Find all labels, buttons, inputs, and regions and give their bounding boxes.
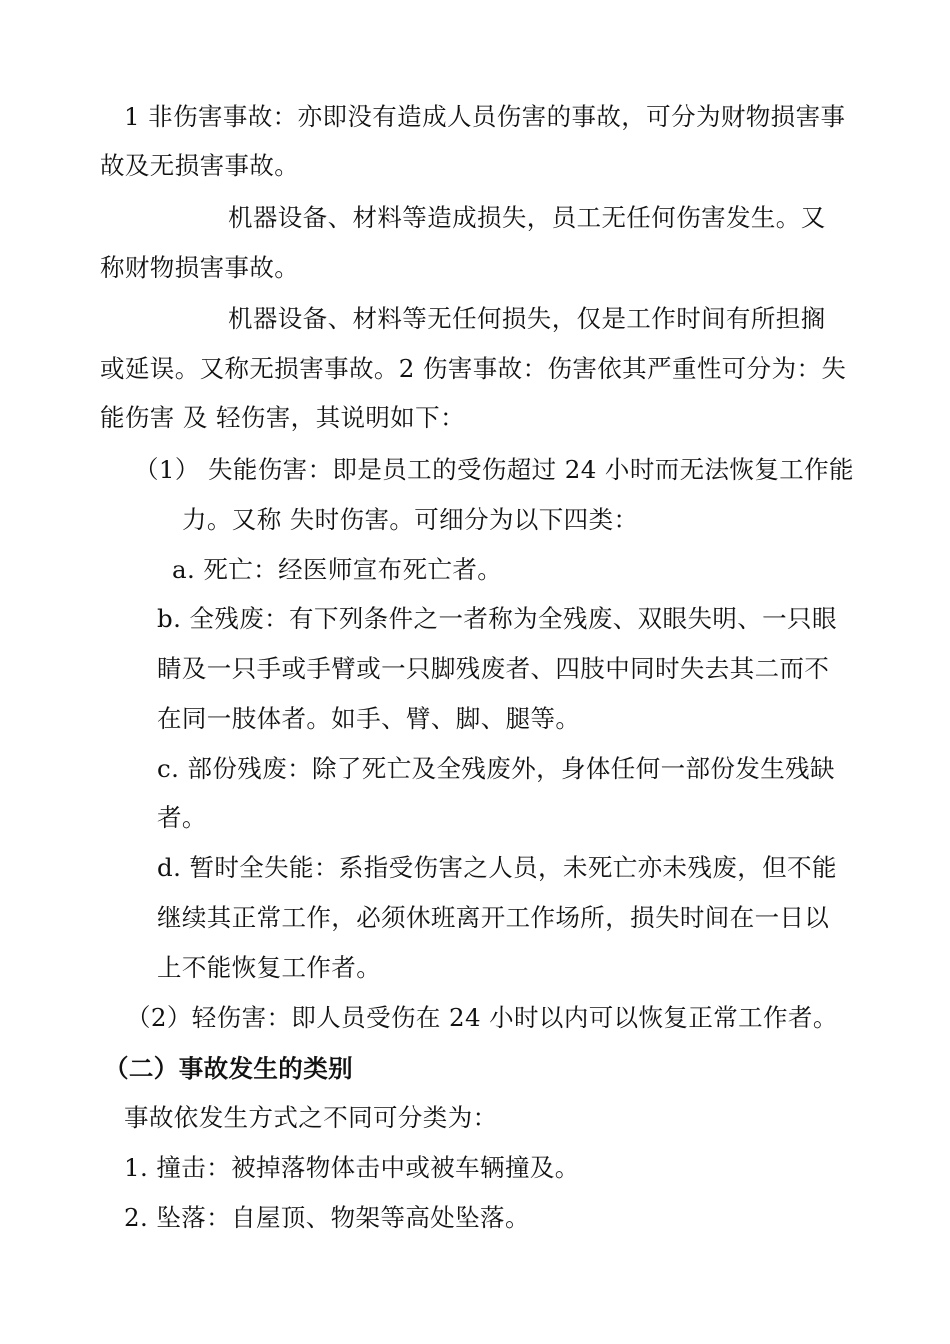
list-item-line-5: 睛及一只手或手臂或一只脚残废者、四肢中同时失去其二而不 <box>157 654 830 683</box>
list-item-line-11: 上不能恢复工作者。 <box>157 953 382 982</box>
paragraph-line-1: 1 非伤害事故：亦即没有造成人员伤害的事故，可分为财物损害事 <box>124 102 846 131</box>
section-heading: （二）事故发生的类别 <box>104 1054 353 1083</box>
list-item-line-4: b. 全残废：有下列条件之一者称为全残废、双眼失明、一只眼 <box>157 604 837 633</box>
list-item-line-3: a. 死亡：经医师宣布死亡者。 <box>172 555 503 584</box>
list-item-line-13: 1. 撞击：被掉落物体击中或被车辆撞及。 <box>124 1153 580 1182</box>
list-item-line-7: c. 部份残废：除了死亡及全残废外，身体任何一部份发生残缺 <box>157 754 835 783</box>
list-item-line-1: （1） 失能伤害：即是员工的受伤超过 24 小时而无法恢复工作能 <box>134 455 854 484</box>
paragraph-line-6: 或延误。又称无损害事故。2 伤害事故：伤害依其严重性可分为：失 <box>100 354 847 383</box>
paragraph-line-4: 称财物损害事故。 <box>100 253 300 282</box>
list-item-line-9: d. 暂时全失能：系指受伤害之人员，未死亡亦未残废，但不能 <box>157 853 837 882</box>
paragraph-line-8: 事故依发生方式之不同可分类为： <box>124 1103 498 1132</box>
paragraph-line-2: 故及无损害事故。 <box>100 151 300 180</box>
list-item-line-10: 继续其正常工作，必须休班离开工作场所，损失时间在一日以 <box>157 903 830 932</box>
paragraph-line-5: 机器设备、材料等无任何损失，仅是工作时间有所担搁 <box>228 304 826 333</box>
list-item-line-8: 者。 <box>157 803 207 832</box>
paragraph-line-3: 机器设备、材料等造成损失，员工无任何伤害发生。又 <box>228 203 826 232</box>
list-item-line-6: 在同一肢体者。如手、臂、脚、腿等。 <box>157 704 581 733</box>
paragraph-line-7: 能伤害 及 轻伤害，其说明如下： <box>100 403 465 432</box>
list-item-line-12: （2）轻伤害：即人员受伤在 24 小时以内可以恢复正常工作者。 <box>126 1003 838 1032</box>
list-item-line-14: 2. 坠落：自屋顶、物架等高处坠落。 <box>124 1203 530 1232</box>
list-item-line-2: 力。又称 失时伤害。可细分为以下四类： <box>182 505 639 534</box>
